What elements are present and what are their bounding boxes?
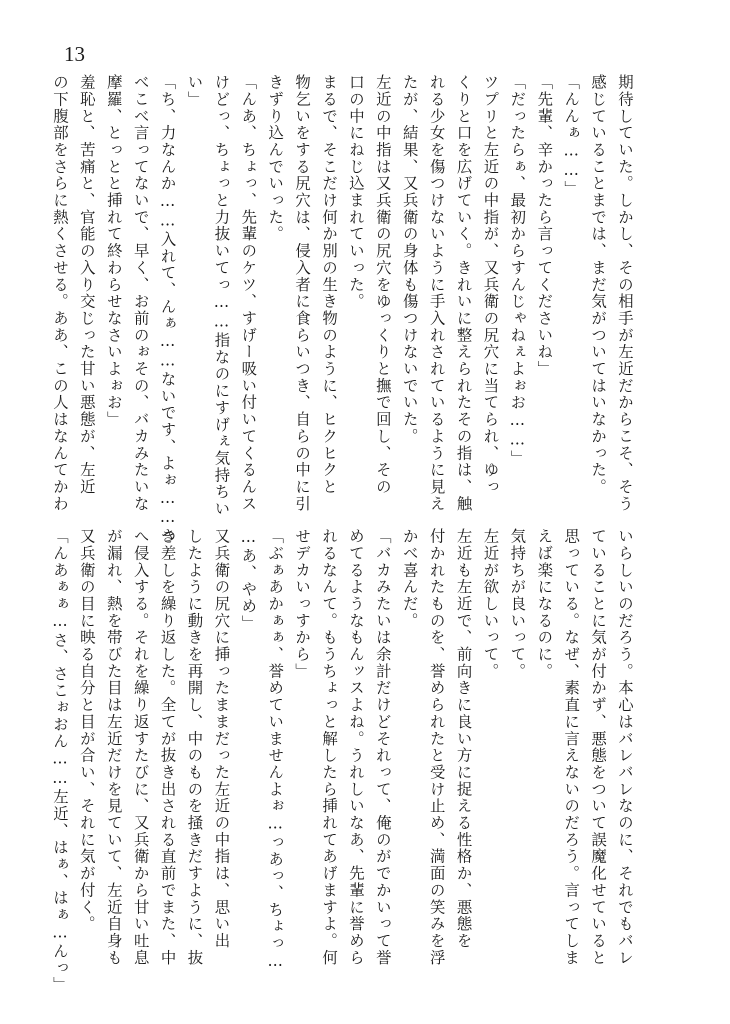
- text-column: 感じていることまでは、まだ気がついてはいなかった。: [589, 74, 608, 496]
- text-column: 思っている。なぜ、素直に言えないのだろう。言ってしま: [562, 528, 581, 967]
- text-column: いらしいのだろう。本心はバレバレなのに、それでもバレ: [616, 528, 634, 967]
- text-column: い」: [185, 74, 204, 108]
- text-column: 「ぶぁあかぁぁ、誉めていませんよぉ…っあっ、ちょっ…: [266, 528, 285, 972]
- text-column: 羞恥と、苦痛と、官能の入り交じった甘い悪態が、左近: [77, 74, 96, 496]
- text-column: 期待していた。しかし、その相手が左近だからこそ、そう: [616, 74, 634, 513]
- text-column: 物乞いをする尻穴は、侵入者に食らいつき、自らの中に引: [293, 74, 312, 513]
- text-column: 「バカみたいは余計だけどそれって、俺のがでかいって誉: [373, 528, 392, 967]
- text-column: たが、結果、又兵衛の身体も傷つけないでいた。: [400, 74, 419, 445]
- text-column: 「ち、力なんか……入れて、んぁ……ないです、よぉ……つ: [158, 74, 177, 545]
- text-column: 付かれたものを、誉められたと受け止め、満面の笑みを浮: [427, 528, 446, 967]
- text-column: 左近も左近で、前向きに良い方に捉える性格か、悪態を: [454, 528, 473, 950]
- text-column: 摩羅、とっとと挿れて終わらせなさいよぉお」: [104, 74, 123, 428]
- text-column: 「んんぁ……」: [562, 74, 581, 198]
- text-column: 「先輩、辛かったら言ってくださいね」: [535, 74, 554, 378]
- text-column: 左近の中指は又兵衛の尻穴をゆっくりと撫で回し、その: [373, 74, 392, 496]
- text-block-lower: [46, 528, 638, 994]
- text-block-upper: [46, 74, 638, 545]
- text-column: が漏れ、熱を帯びた目は左近だけを見ていて、左近自身も: [104, 528, 123, 967]
- text-column: したように動きを再開し、中のものを掻きだすように、抜: [185, 528, 204, 967]
- text-column: …あ、やめ」: [239, 528, 258, 632]
- text-column: 又兵衛の尻穴に挿ったままだった左近の中指は、思い出: [212, 528, 231, 950]
- text-column: 「んあ、ちょっ、先輩のケツ、すげー吸い付いてくるんス: [239, 74, 258, 513]
- text-column: かべ喜んだ。: [400, 528, 419, 630]
- text-column: へ侵入する。それを繰り返すたびに、又兵衛から甘い吐息: [131, 528, 150, 967]
- text-column: 気持ちが良いって。: [508, 528, 527, 680]
- text-column: き差しを繰り返した。全てが抜き出される直前でまた、中: [158, 528, 177, 967]
- text-column: めてるようなもんッスよね。うれしいなあ、先輩に誉めら: [346, 528, 365, 967]
- text-column: 口の中にねじ込まれていった。: [346, 74, 365, 310]
- text-column: せデカいっすから」: [293, 528, 312, 680]
- text-column: けどっ、ちょっと力抜いてっ……指なのにすげぇ気持ちい: [212, 74, 231, 518]
- text-column: 又兵衛の目に映る自分と目が合い、それに気が付く。: [77, 528, 96, 933]
- text-column: 左近が欲しいって。: [481, 528, 500, 680]
- text-column: まるで、そこだけ何か別の生き物のように、ヒクヒクと: [320, 74, 339, 496]
- text-column: くりと口を広げていく。きれいに整えられたその指は、触: [454, 74, 473, 513]
- text-column: れるなんて。もうちょっと解したら挿れてあげますよ。何: [320, 528, 339, 967]
- text-column: 「だったらぁ、最初からすんじゃねぇよぉお……」: [508, 74, 527, 467]
- text-column: れる少女を傷つけないように手入れされているように見え: [427, 74, 446, 513]
- page-number: 13: [64, 42, 85, 66]
- text-column: べこべ言ってないで、早く、お前のぉその、バカみたいな: [131, 74, 150, 513]
- text-column: の下腹部をさらに熱くさせる。ああ、この人はなんてかわ: [50, 74, 69, 513]
- text-column: ツプリと左近の中指が、又兵衛の尻穴に当てられ、ゆっ: [481, 74, 500, 496]
- text-column: 「んあぁぁ…さ、さこぉおん……左近、はぁ、はぁ…んっ」: [50, 528, 69, 994]
- text-column: ていることに気が付かず、悪態をついて誤魔化せていると: [589, 528, 608, 967]
- text-column: きずり込んでいった。: [266, 74, 285, 243]
- text-column: えば楽になるのに。: [535, 528, 554, 680]
